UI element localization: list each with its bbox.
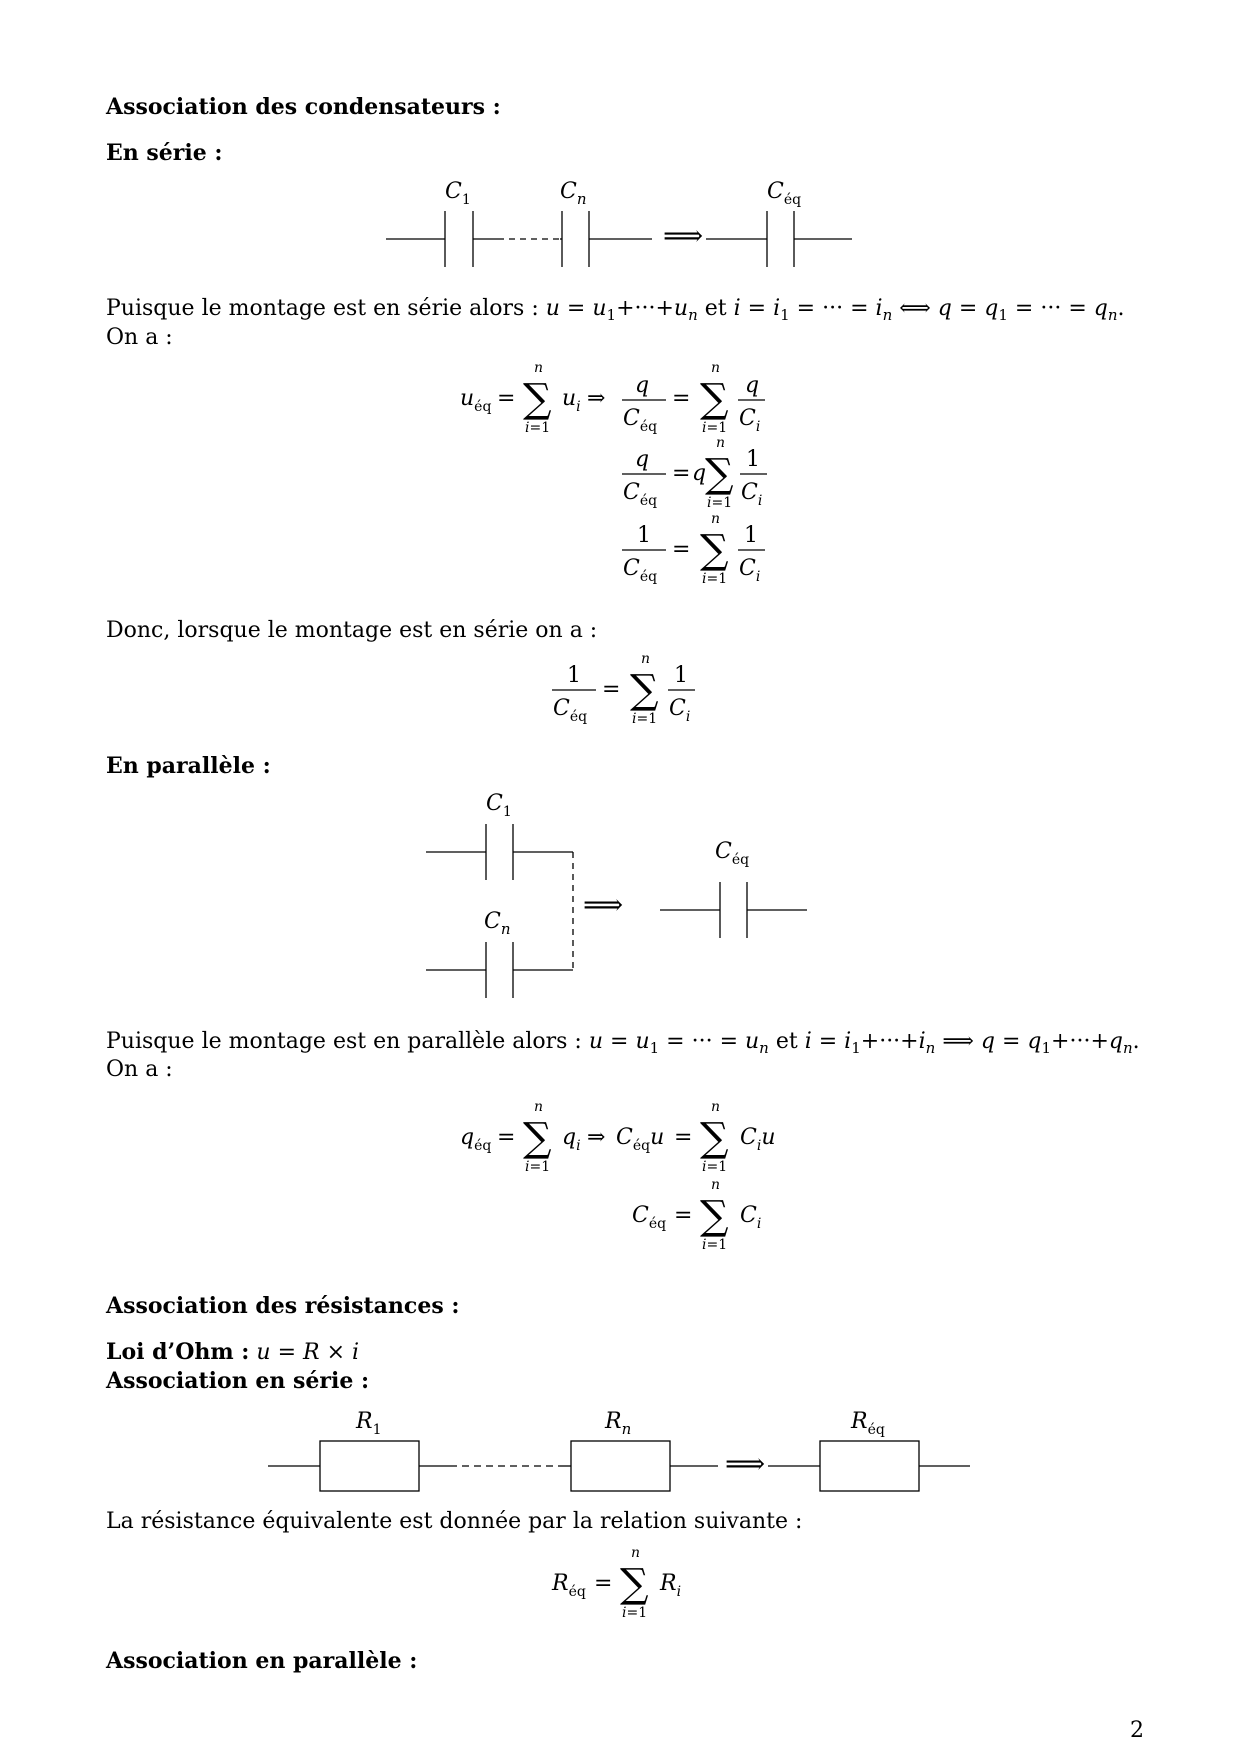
resistor-series-diagram — [260, 1402, 980, 1502]
svg-text:Céqu: $C_{éq}u$ — [616, 1125, 665, 1154]
label-cn: $C_n$ — [560, 179, 587, 208]
svg-text:Ri: $R_i$ — [660, 1571, 682, 1600]
svg-text:n: n — [716, 435, 726, 451]
svg-text:Céq: $C_{éq}$ — [553, 696, 588, 725]
svg-text:n: n — [711, 511, 721, 527]
loi-ohm-heading: Loi d’Ohm : — [106, 1339, 250, 1365]
svg-text:Ci: $C_i$ — [740, 1203, 762, 1232]
loi-ohm-formula: u = R × i — [256, 1340, 360, 1365]
svg-text:q: q — [692, 461, 707, 486]
svg-text:i=1: i=1 — [632, 711, 658, 727]
svg-text:i=1: i=1 — [525, 1159, 551, 1175]
svg-text:i=1: i=1 — [702, 420, 728, 436]
svg-text:∑: ∑ — [523, 376, 552, 422]
svg-text:∑: ∑ — [630, 667, 659, 713]
par-label-cn: $C_n$ — [484, 909, 511, 938]
svg-text:q: q — [635, 373, 650, 398]
svg-text:Ciu: $C_iu$ — [740, 1125, 776, 1154]
svg-text:Céq: $C_{éq}$ — [623, 556, 658, 585]
svg-text:=: = — [674, 1203, 693, 1228]
svg-text:1: 1 — [674, 663, 688, 688]
par-label-ceq: $C_{éq}$ — [715, 839, 750, 868]
svg-text:=: = — [497, 1125, 516, 1150]
svg-text:Réq: $R_{éq}$ — [552, 1571, 586, 1600]
svg-text:⇒: ⇒ — [587, 386, 606, 411]
svg-text:=: = — [602, 677, 621, 702]
on-a-1: On a : — [106, 325, 173, 350]
res-result-equation — [540, 1545, 720, 1630]
svg-text:∑: ∑ — [620, 1561, 649, 1607]
implies-arrow: ⟹ — [663, 219, 704, 252]
label-req: $R_{éq}$ — [851, 1409, 885, 1438]
svg-text:Céq: $C_{éq}$ — [632, 1203, 667, 1232]
svg-text:∑: ∑ — [700, 527, 729, 573]
heading-association-condensateurs: Association des condensateurs : — [106, 94, 501, 120]
svg-text:⇒: ⇒ — [587, 1125, 606, 1150]
svg-text:n: n — [631, 1545, 641, 1561]
svg-text:=: = — [672, 537, 691, 562]
svg-text:Céq: $C_{éq}$ — [623, 480, 658, 509]
svg-text:i=1: i=1 — [702, 1237, 728, 1253]
svg-text:=: = — [672, 386, 691, 411]
capacitor-series-diagram — [370, 178, 870, 278]
svg-text:qi: $q_i$ — [562, 1125, 581, 1154]
page-number: 2 — [1130, 1718, 1144, 1743]
svg-text:∑: ∑ — [700, 376, 729, 422]
svg-text:i=1: i=1 — [622, 1605, 648, 1621]
serie-relation-line: Puisque le montage est en série alors : $u = u_1+\cdot\cdot\cdot+u_n$ et $i = i_1$ = ··· = $i_n$ ⟺ $q = q_1$ = ··· = $q_n$. — [106, 296, 1125, 324]
serie-derivation-equations — [440, 360, 820, 600]
label-c1: $C_1$ — [445, 179, 471, 208]
svg-text:∑: ∑ — [700, 1115, 729, 1161]
svg-text:uéq: $u_{éq}$ — [460, 386, 492, 415]
res-implies-arrow: ⟹ — [725, 1447, 766, 1480]
capacitor-parallel-diagram — [420, 790, 820, 1010]
svg-text:Ci: $C_i$ — [669, 696, 691, 725]
heading-en-serie: En série : — [106, 140, 223, 166]
heading-res-parallele: Association en parallèle : — [106, 1648, 418, 1674]
par-label-c1: $C_1$ — [486, 791, 512, 820]
heading-res-serie: Association en série : — [106, 1368, 370, 1394]
svg-text:∑: ∑ — [523, 1115, 552, 1161]
svg-text:Ci: $C_i$ — [739, 556, 761, 585]
svg-text:ui: $u_i$ — [562, 386, 581, 415]
svg-text:∑: ∑ — [700, 1193, 729, 1239]
heading-association-resistances: Association des résistances : — [106, 1293, 460, 1319]
loi-ohm-line — [106, 1338, 359, 1367]
svg-text:=: = — [674, 1125, 693, 1150]
svg-text:n: n — [711, 1099, 721, 1115]
svg-text:q: q — [745, 373, 760, 398]
svg-text:Céq: $C_{éq}$ — [623, 406, 658, 435]
serie-result-equation — [540, 651, 720, 740]
svg-text:i=1: i=1 — [702, 1159, 728, 1175]
svg-text:1: 1 — [567, 663, 581, 688]
parallele-derivation-equations — [440, 1094, 820, 1264]
svg-text:n: n — [711, 1177, 721, 1193]
svg-text:n: n — [534, 1099, 544, 1115]
svg-text:Ci: $C_i$ — [739, 406, 761, 435]
svg-text:q: q — [635, 447, 650, 472]
heading-en-parallele: En parallèle : — [106, 753, 271, 779]
svg-text:1: 1 — [746, 447, 760, 472]
label-ceq: $C_{éq}$ — [767, 179, 802, 208]
svg-text:n: n — [641, 651, 651, 667]
svg-text:=: = — [594, 1571, 613, 1596]
res-equivalente-text: La résistance équivalente est donnée par la relation suivante : — [106, 1509, 803, 1534]
svg-text:1: 1 — [637, 523, 651, 548]
svg-text:qéq: $q_{éq}$ — [460, 1125, 492, 1154]
on-a-2: On a : — [106, 1057, 173, 1082]
svg-text:i=1: i=1 — [525, 420, 551, 436]
donc-text: Donc, lorsque le montage est en série on a : — [106, 618, 598, 643]
svg-text:i=1: i=1 — [707, 495, 733, 511]
parallele-relation-line: Puisque le montage est en parallèle alors : $u = u_1$ = ··· = $u_n$ et $i = i_1+\cdot\cdot\cdot+i_n$ ⟹ $q = q_1+\cdot\cdot\cdot+q_n$. — [106, 1029, 1140, 1057]
svg-text:n: n — [534, 360, 544, 376]
svg-text:∑: ∑ — [705, 451, 734, 497]
label-rn: $R_n$ — [605, 1409, 632, 1438]
svg-text:n: n — [711, 360, 721, 376]
svg-text:=: = — [497, 386, 516, 411]
svg-text:i=1: i=1 — [702, 571, 728, 587]
svg-text:1: 1 — [744, 523, 758, 548]
par-intro-text: Puisque le montage est en parallèle alors : — [106, 1029, 582, 1054]
par-implies-arrow: ⟹ — [583, 888, 624, 921]
label-r1: $R_1$ — [356, 1409, 382, 1438]
svg-text:=: = — [672, 461, 691, 486]
serie-intro-text: Puisque le montage est en série alors : — [106, 296, 539, 321]
svg-text:Ci: $C_i$ — [741, 480, 763, 509]
